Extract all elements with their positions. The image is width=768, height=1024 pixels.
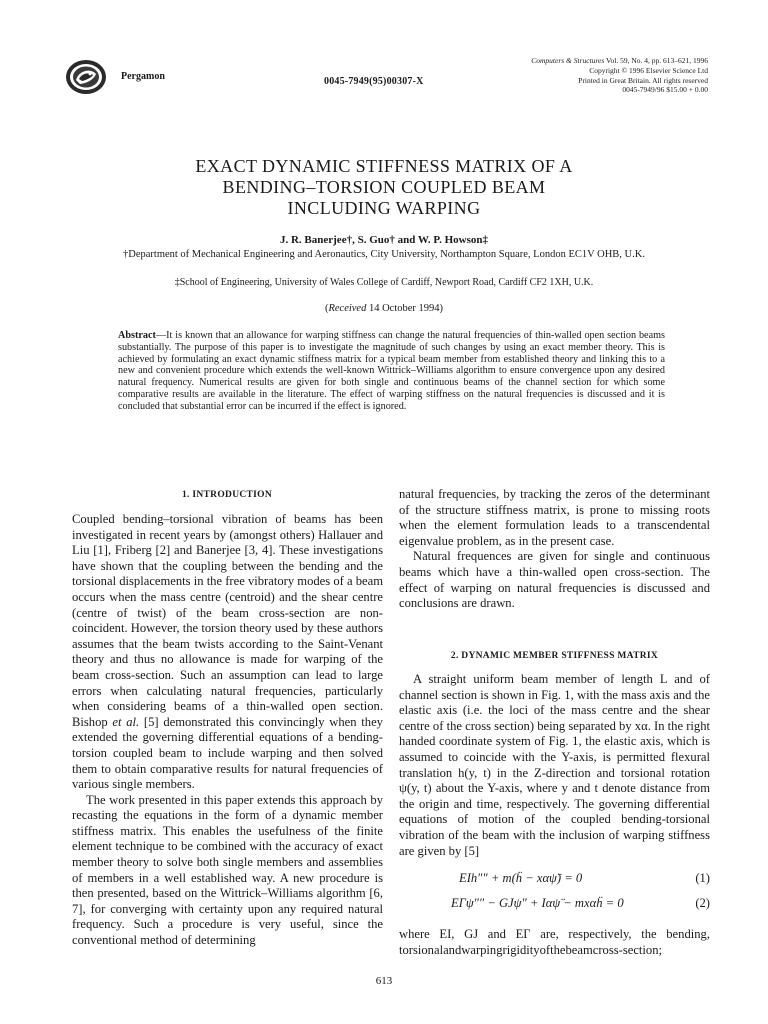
abstract-text: —It is known that an allowance for warping stiffness can change the natural frequencies of thin-walled open section beams substantially. The purpose of this paper is to investigate the magnitude of such changes by using an exact member theory. This is achieved by formulating an exact dynamic stiffness matrix for a typical beam member from established theory and linking this to a new and convenient procedure which extends the well-known Wittrick–Williams algorithm to ensure convergence upon any desired natural frequency. Numerical results are given for both single and continuous beams of the channel section for which some comparative results are available in the literature. The effect of warping stiffness on the natural frequencies is discussed and it is concluded that substantial error can be incurred if the effect is ignored. — [118, 330, 665, 412]
intro-paragraph-1 — [72, 512, 383, 793]
price-line: 0045-7949/96 $15.00 + 0.00 — [622, 85, 708, 95]
paper-title — [0, 156, 768, 219]
right-column-top — [399, 487, 710, 612]
received-value: 14 October 1994) — [366, 303, 444, 314]
left-column — [72, 512, 383, 949]
equation-2-formula: EΓψ″″ − GJψ″ + Iαψ̈ − mxαḧ = 0 — [451, 896, 624, 911]
intro-paragraph-3: natural frequencies, by tracking the zeros of the determinant of the structure stiffness matrix, is prone to missing roots when the element formulation leads to a transcendental eigenvalue problem, as in the present case. — [399, 487, 710, 548]
equation-1-formula: EIh″″ + m(ḧ − xαψ̈) = 0 — [459, 871, 583, 886]
affiliation-city-university: †Department of Mechanical Engineering and Aeronautics, City University, Northampton Square, London EC1V OHB, U.K. — [123, 249, 645, 260]
section2-paragraph-1: A straight uniform beam member of length L and of channel section is shown in Fig. 1, with the mass axis and the elastic axis (i.e. the loci of the mass centre and the shear centre of the cross section) being separated by xα. In the right handed coordinate system of Fig. 1, the elastic axis, which is assumed to coincide with the Y-axis, is permitted flexural translation h(y, t) in the Z-direction and torsional rotation ψ(y, t) about the Y-axis, where y and t denote distance from the origin and time, respectively. The governing differential equations of motion of the coupled bending-torsional vibration of the beam with the inclusion of warping stiffness are given by [5] — [399, 672, 710, 858]
page-number: 613 — [375, 975, 393, 987]
equation-2-number: (2) — [695, 896, 710, 911]
equation-1 — [399, 867, 710, 892]
equation-2 — [399, 892, 710, 917]
doi-identifier: 0045-7949(95)00307-X — [324, 76, 424, 87]
right-column-bottom — [399, 672, 710, 958]
section2-paragraph-2: where EI, GJ and EΓ are, respectively, the bending, torsionalandwarpingrigidityofthebeamcross-section; — [399, 927, 710, 957]
intro-paragraph-4: Natural frequences are given for single and continuous beams which have a thin-walled open cross-section. The effect of warping on natural frequencies is discussed and conclusions are drawn. — [399, 549, 710, 611]
journal-name: Computers & Structures — [531, 56, 605, 65]
affiliation-cardiff: ‡School of Engineering, University of Wales College of Cardiff, Newport Road, Cardiff CF2 1XH, U.K. — [174, 277, 594, 288]
abstract-label: Abstract — [118, 330, 156, 341]
abstract — [118, 330, 665, 413]
title-line-1: EXACT DYNAMIC STIFFNESS MATRIX OF A — [195, 156, 573, 176]
received-open: ( — [324, 303, 329, 314]
title-line-2: BENDING–TORSION COUPLED BEAM — [222, 177, 546, 197]
pergamon-logo-icon — [64, 58, 108, 96]
et-al: et al. — [107, 714, 140, 729]
intro-p1-text: Coupled bending–torsional vibration of beams has been investigated in recent years by (amongst others) Hallauer and Liu [1], Friberg [2] and Banerjee [3, 4]. These investigations have shown that the coupling between the bending and the torsional displacements in the free vibratory modes of a beam occurs when the mass centre (centroid) and the shear centre (centre of twist) of the beam cross-section are non-coincident. However, the torsion theory used by these authors assumes that the beam twists according to the Saint-Venant theory and thus no allowance is made for warping of the beam cross-section. Such an assumption can lead to large errors when calculating natural frequencies, particularly when considering beams of a thin-walled open section. Bishop — [72, 512, 383, 729]
title-line-3: INCLUDING WARPING — [287, 198, 481, 218]
intro-paragraph-2: The work presented in this paper extends this approach by recasting the equations in the form of a dynamic member stiffness matrix. This enables the usefulness of the finite element technique to be combined with the accuracy of exact member theory to solve both single members and assemblies of members in a well established way. A new procedure is then presented, based on the Wittrick–Williams algorithm [6, 7], for converging with certainty upon any required natural frequency. Such a procedure is very useful, since the conventional method of determining — [72, 792, 383, 948]
received-date — [0, 303, 768, 314]
journal-citation — [448, 56, 708, 95]
received-label: Received — [328, 303, 367, 314]
printed-line: Printed in Great Britain. All rights reserved — [578, 75, 708, 85]
section-heading-introduction: 1. INTRODUCTION — [181, 490, 272, 500]
publisher-name: Pergamon — [121, 71, 165, 82]
intro-p1-end: [5] demonstrated this convincingly when they extended the governing differential equations of a bending-torsion coupled beam to include warping and then solved them to obtain comparative results for natural frequencies of various single members. — [72, 714, 383, 792]
author-list: J. R. Banerjee†, S. Guo† and W. P. Howson‡ — [279, 234, 489, 246]
equation-1-number: (1) — [695, 871, 710, 886]
section-heading-dynamic-stiffness: 2. DYNAMIC MEMBER STIFFNESS MATRIX — [450, 651, 659, 661]
volume-info: Vol. 59, No. 4, pp. 613–621, 1996 — [604, 56, 708, 65]
copyright-line: Copyright © 1996 Elsevier Science Ltd — [589, 65, 708, 75]
